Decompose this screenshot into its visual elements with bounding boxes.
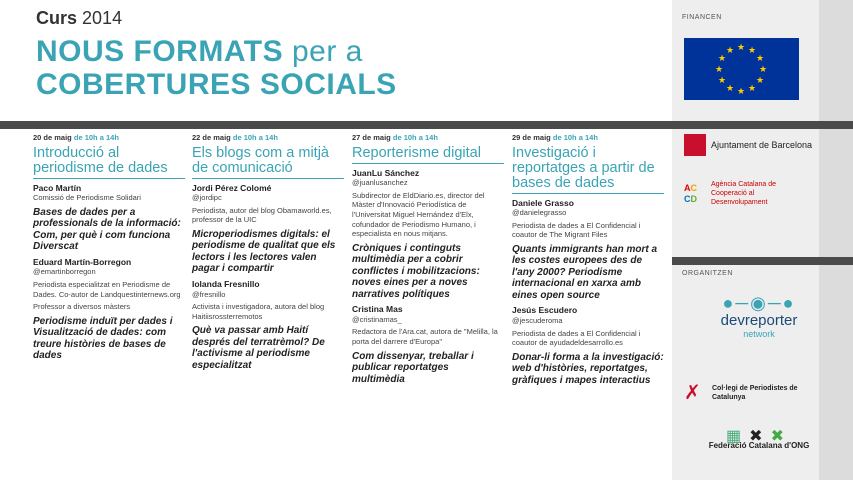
speaker-name: Jesús Escudero: [512, 305, 578, 316]
session-date: 20 de maig de 10h a 14h: [33, 133, 119, 142]
speaker-handle: @emartinborregon: [33, 267, 96, 277]
talk-title: Com dissenyar, treballar i publicar reportatges multimèdia: [352, 350, 474, 385]
divider-band: [0, 121, 672, 129]
speaker-handle: @jescuderoma: [512, 316, 563, 326]
speaker-handle: @juanlusanchez: [352, 178, 408, 188]
collegi-logo: ✗ Col·legi de Periodistes de Catalunya: [684, 381, 798, 404]
eu-star-icon: ★: [717, 75, 727, 85]
session-column: [192, 133, 344, 371]
federacio-logo: ▦✖✖ Federació Catalana d'ONG: [684, 432, 834, 450]
speaker-handle: @cristinamas_: [352, 314, 402, 324]
eu-star-icon: ★: [717, 53, 727, 63]
talk-title: Periodisme induït per dades i Visualització de dades: com treure històries de bases de dades: [33, 315, 173, 362]
eu-star-icon: ★: [748, 44, 757, 55]
eu-star-icon: ★: [737, 86, 746, 96]
page-title: NOUS FORMATS per a COBERTURES SOCIALS: [36, 35, 397, 101]
speaker-handle: @fresnillo: [192, 289, 226, 299]
eu-star-icon: ★: [737, 42, 746, 52]
speaker-bio: Periodista especialitzat en Periodisme de Dades. Co-autor de Landquestinternews.org: [33, 279, 181, 299]
session-title: Els blogs com a mitjà de comunicació: [192, 146, 344, 179]
talk-title: Bases de dades per a professionals de la informació: Com, per què i com funciona Diverscat: [33, 206, 181, 253]
organitzen-label: ORGANITZEN: [682, 270, 733, 277]
talk-title: Quants immigrants han mort a les costes europees des de l'any 2000? Periodisme internacional en xarxa amb eines open source: [512, 243, 658, 301]
eu-star-icon: ★: [726, 44, 735, 55]
sidebar-edge: [819, 0, 853, 480]
accd-logo: AC CDAgència Catalana de Cooperació al Desenvolupament: [684, 181, 776, 206]
speaker-bio: Periodista de dades a El Confidencial i coautor de ayudadeldesarrollo.es: [512, 328, 641, 348]
talk-title: Què va passar amb Haití després del terratrèmol? De l'activisme al periodisme especialitzat: [192, 325, 325, 371]
eu-star-icon: ★: [759, 64, 768, 74]
session-date: 27 de maig de 10h a 14h: [352, 133, 438, 142]
speaker-name: Jordi Pérez Colomé: [192, 182, 272, 193]
speaker-bio: Activista i investigadora, autora del blog Haitiisrossterremotos: [192, 302, 325, 321]
sidebar-band: [672, 121, 853, 129]
eu-star-icon: ★: [748, 83, 757, 94]
session-title: Introducció al periodisme de dades: [33, 146, 185, 179]
eu-star-icon: ★: [756, 75, 765, 85]
eu-star-icon: ★: [756, 53, 765, 63]
session-title: Investigació i reportatges a partir de bases de dades: [512, 146, 664, 194]
speaker-bio: Subdirector de EldDiario.es, director del Màster d'Innovació Periodística de l'Universitat Miguel Hernández d'Elx, cofundador de Periodismo Humano, i especialista en nous mitjans.: [352, 190, 485, 239]
eu-star-icon: ★: [726, 83, 735, 94]
session-column: [512, 133, 664, 386]
network-dots-icon: ●─◉─●: [722, 293, 796, 313]
eu-star-icon: ★: [715, 64, 724, 74]
accd-icon: AC CD: [684, 182, 697, 204]
session-column: [33, 133, 185, 362]
speaker-bio: Redactora de l'Ara.cat, autora de "Melilla, la porta del darrere d'Europa": [352, 327, 498, 347]
speaker-bio-2: Professor a diversos màsters: [33, 302, 131, 312]
speaker-name: Paco Martín: [33, 182, 82, 193]
talk-title: Donar-li forma a la investigació: web d'històries, reportatges, gràfiques i mapes interactius: [512, 351, 664, 386]
collegi-icon: ✗: [684, 381, 701, 404]
speaker-handle: Comissió de Periodisme Solidari: [33, 193, 141, 203]
speaker-bio: Periodista, autor del blog Obamaworld.es, professor de la UIC: [192, 205, 332, 225]
financen-label: FINANCEN: [682, 14, 722, 21]
speaker-bio: Periodista de dades a El Confidencial i coautor de The Migrant Files: [512, 220, 641, 240]
speaker-name: Cristina Mas: [352, 304, 403, 315]
speaker-name: JuanLu Sánchez: [352, 167, 420, 178]
ajuntament-logo: Ajuntament de Barcelona: [684, 134, 824, 156]
session-column: [352, 133, 504, 385]
speaker-handle: @danielegrasso: [512, 208, 567, 218]
speaker-name: Iolanda Fresnillo: [192, 278, 260, 289]
talk-title: Microperiodismes digitals: el periodisme de qualitat que els lectors i les lectores valen pagar i compartir: [192, 228, 336, 275]
eu-flag-logo: [684, 38, 799, 100]
sponsor-sidebar: [672, 0, 853, 480]
speaker-name: Eduard Martín-Borregon: [33, 256, 132, 267]
federacio-icons: ▦✖✖: [726, 428, 792, 445]
session-date: 22 de maig de 10h a 14h: [192, 133, 278, 142]
speaker-handle: @jordipc: [192, 193, 222, 203]
session-date: 29 de maig de 10h a 14h: [512, 133, 598, 142]
session-title: Reporterisme digital: [352, 146, 504, 164]
ajuntament-icon: [684, 134, 706, 156]
course-label: Curs 2014: [36, 8, 123, 28]
talk-title: Cròniques i continguts multimèdia per a cobrir conflictes i mobilitzacions: noves eines per a noves narratives polítiques: [352, 242, 480, 300]
sidebar-band-2: [672, 257, 853, 265]
devreporter-logo: ●─◉─● devreporter network: [684, 293, 834, 339]
speaker-name: Daniele Grasso: [512, 197, 574, 208]
